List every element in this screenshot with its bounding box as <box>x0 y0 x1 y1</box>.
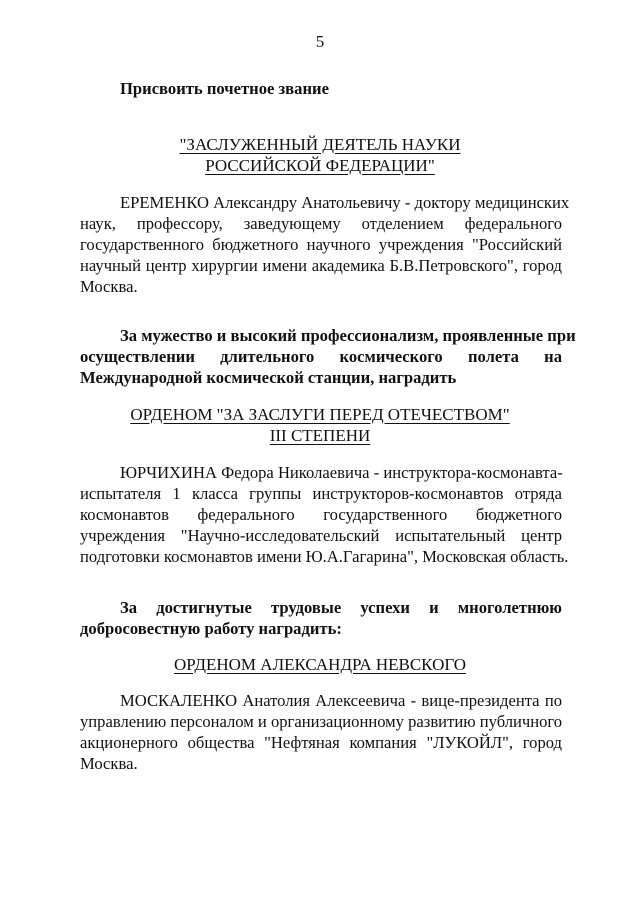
section-3-intro <box>80 597 562 639</box>
intro-line: Международной космической станции, наградить <box>80 368 457 387</box>
section-2-award-title <box>0 404 640 446</box>
recipient-line: наук, профессору, заведующему отделением федерального <box>80 214 562 233</box>
recipient-line: ЮРЧИХИНА Федора Николаевича - инструктора-космонавта- <box>120 463 563 482</box>
section-3-award-title <box>0 654 640 675</box>
intro-line: добросовестную работу наградить: <box>80 619 342 638</box>
recipient-line: МОСКАЛЕНКО Анатолия Алексеевича - вице-президента по <box>120 691 562 710</box>
section-2-recipient <box>80 462 569 567</box>
section-1-recipient <box>80 192 570 297</box>
intro-line: За достигнутые трудовые успехи и многолетнюю <box>120 598 562 617</box>
recipient-line: Москва. <box>80 754 138 773</box>
intro-line: За мужество и высокий профессионализм, проявленные при <box>120 326 576 345</box>
award-title-line: ОРДЕНОМ "ЗА ЗАСЛУГИ ПЕРЕД ОТЕЧЕСТВОМ" <box>130 405 510 424</box>
award-title-line: "ЗАСЛУЖЕННЫЙ ДЕЯТЕЛЬ НАУКИ <box>179 135 461 154</box>
recipient-line: испытателя 1 класса группы инструкторов-космонавтов отряда <box>80 484 562 503</box>
award-title-line: ОРДЕНОМ АЛЕКСАНДРА НЕВСКОГО <box>173 655 467 674</box>
section-3-recipient <box>80 690 562 774</box>
award-title-line: РОССИЙСКОЙ ФЕДЕРАЦИИ" <box>205 156 435 175</box>
recipient-line: акционерного общества "Нефтяная компания "ЛУКОЙЛ", город <box>80 733 562 752</box>
recipient-line: государственного бюджетного научного учреждения "Российский <box>80 235 562 254</box>
recipient-line: управлению персоналом и организационному развитию публичного <box>80 712 563 731</box>
award-title-line: III СТЕПЕНИ <box>269 426 371 445</box>
section-2-intro <box>80 325 576 388</box>
section-1-award-title <box>0 134 640 176</box>
page-number: 5 <box>315 32 325 51</box>
intro-line: осуществлении длительного космического полета на <box>80 347 562 366</box>
recipient-line: подготовки космонавтов имени Ю.А.Гагарина", Московская область. <box>80 547 569 566</box>
section-1-intro: Присвоить почетное звание <box>120 79 329 98</box>
recipient-line: научный центр хирургии имени академика Б.В.Петровского", город <box>80 256 562 275</box>
recipient-line: космонавтов федерального государственного бюджетного <box>80 505 562 524</box>
recipient-line: учреждения "Научно-исследовательский испытательный центр <box>80 526 562 545</box>
recipient-line: ЕРЕМЕНКО Александру Анатольевичу - доктору медицинских <box>120 193 570 212</box>
recipient-line: Москва. <box>80 277 138 296</box>
